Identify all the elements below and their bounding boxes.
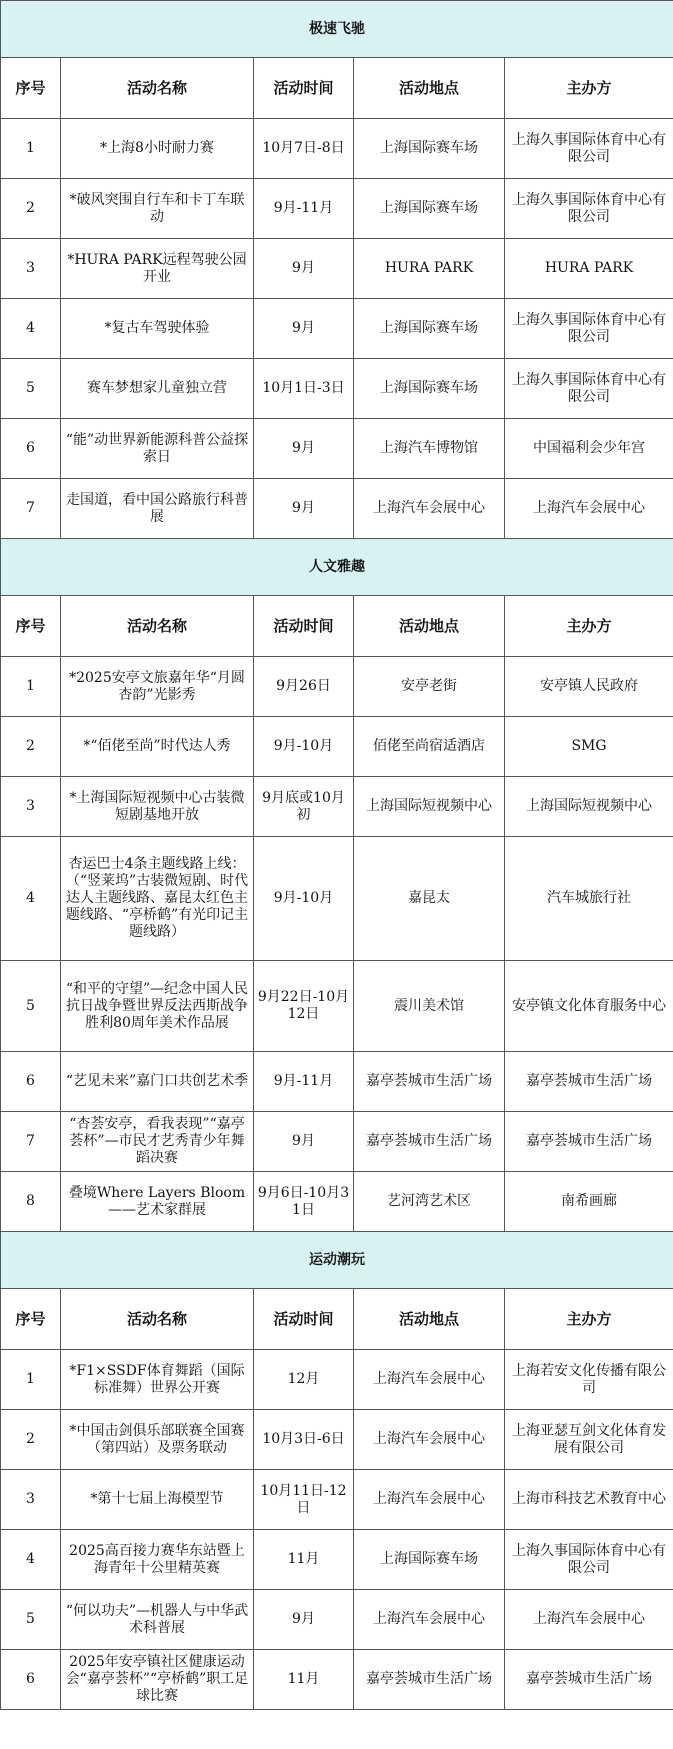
table-row xyxy=(1,419,673,479)
table-row xyxy=(1,299,673,359)
activity-time-cell: 10月1日-3日 xyxy=(254,359,354,419)
activity-host-cell: 上海久事国际体育中心有限公司 xyxy=(505,299,673,359)
table-row xyxy=(1,1590,673,1650)
activity-time-cell: 10月7日-8日 xyxy=(254,119,354,179)
table-row xyxy=(1,717,673,777)
activity-place-cell: 上海国际赛车场 xyxy=(354,179,505,239)
row-number-cell: 5 xyxy=(1,359,61,419)
activity-table-body xyxy=(1,1,673,1710)
table-row xyxy=(1,657,673,717)
activity-time-cell: 9月-11月 xyxy=(254,179,354,239)
section-title: 极速飞驰 xyxy=(1,1,673,58)
row-number-cell: 6 xyxy=(1,1052,61,1112)
row-number-cell: 6 xyxy=(1,419,61,479)
activity-place-cell: 嘉亭荟城市生活广场 xyxy=(354,1650,505,1710)
table-row xyxy=(1,119,673,179)
activity-place-cell: 嘉昆太 xyxy=(354,837,505,961)
row-number-cell: 1 xyxy=(1,1350,61,1410)
activity-host-cell: 嘉亭荟城市生活广场 xyxy=(505,1052,673,1112)
section-header-row xyxy=(1,1232,673,1289)
activity-host-cell: 上海汽车会展中心 xyxy=(505,479,673,539)
activity-name-cell: *中国击剑俱乐部联赛全国赛（第四站）及票务联动 xyxy=(61,1410,254,1470)
section-header-row xyxy=(1,1,673,58)
activity-host-cell: 上海亚瑟互剑文化体育发展有限公司 xyxy=(505,1410,673,1470)
row-number-cell: 5 xyxy=(1,1590,61,1650)
table-row xyxy=(1,837,673,961)
activity-place-cell: 上海国际短视频中心 xyxy=(354,777,505,837)
activity-place-cell: 上海国际赛车场 xyxy=(354,359,505,419)
column-header-row-number: 序号 xyxy=(1,596,61,657)
activity-name-cell: “艺见未来”嘉门口共创艺术季 xyxy=(61,1052,254,1112)
activity-name-cell: 叠境Where Layers Bloom——艺术家群展 xyxy=(61,1172,254,1232)
activity-name-cell: 2025年安亭镇社区健康运动会“嘉亭荟杯”“亭桥鹤”职工足球比赛 xyxy=(61,1650,254,1710)
column-header-row xyxy=(1,596,673,657)
activity-time-cell: 9月 xyxy=(254,479,354,539)
activity-place-cell: 安亭老街 xyxy=(354,657,505,717)
activity-time-cell: 9月-10月 xyxy=(254,717,354,777)
activity-time-cell: 9月 xyxy=(254,1590,354,1650)
row-number-cell: 3 xyxy=(1,239,61,299)
row-number-cell: 1 xyxy=(1,119,61,179)
column-header-activity-host: 主办方 xyxy=(505,596,673,657)
table-row xyxy=(1,1112,673,1172)
activity-name-cell: *上海国际短视频中心古装微短剧基地开放 xyxy=(61,777,254,837)
table-row xyxy=(1,1410,673,1470)
activity-place-cell: 上海国际赛车场 xyxy=(354,1530,505,1590)
row-number-cell: 3 xyxy=(1,1470,61,1530)
table-row xyxy=(1,1650,673,1710)
activity-time-cell: 9月 xyxy=(254,239,354,299)
row-number-cell: 4 xyxy=(1,299,61,359)
table-row xyxy=(1,1530,673,1590)
section-title: 人文雅趣 xyxy=(1,539,673,596)
column-header-row-number: 序号 xyxy=(1,58,61,119)
activity-time-cell: 9月 xyxy=(254,1112,354,1172)
activity-place-cell: 上海汽车会展中心 xyxy=(354,1590,505,1650)
row-number-cell: 2 xyxy=(1,179,61,239)
table-row xyxy=(1,479,673,539)
table-row xyxy=(1,1052,673,1112)
activity-time-cell: 9月-11月 xyxy=(254,1052,354,1112)
activity-time-cell: 10月11日-12日 xyxy=(254,1470,354,1530)
activity-name-cell: “和平的守望”—纪念中国人民抗日战争暨世界反法西斯战争胜利80周年美术作品展 xyxy=(61,961,254,1052)
row-number-cell: 4 xyxy=(1,1530,61,1590)
activity-time-cell: 9月 xyxy=(254,419,354,479)
activity-place-cell: 上海汽车会展中心 xyxy=(354,1350,505,1410)
section-header-row xyxy=(1,539,673,596)
row-number-cell: 2 xyxy=(1,1410,61,1470)
activity-name-cell: *破风突围自行车和卡丁车联动 xyxy=(61,179,254,239)
table-row xyxy=(1,961,673,1052)
activity-host-cell: 上海久事国际体育中心有限公司 xyxy=(505,119,673,179)
activity-host-cell: SMG xyxy=(505,717,673,777)
activity-place-cell: 上海汽车会展中心 xyxy=(354,479,505,539)
column-header-activity-host: 主办方 xyxy=(505,1289,673,1350)
activity-name-cell: *HURA PARK远程驾驶公园开业 xyxy=(61,239,254,299)
activity-time-cell: 10月3日-6日 xyxy=(254,1410,354,1470)
column-header-activity-name: 活动名称 xyxy=(61,58,254,119)
activity-time-cell: 12月 xyxy=(254,1350,354,1410)
activity-name-cell: *复古车驾驶体验 xyxy=(61,299,254,359)
activity-place-cell: 上海国际赛车场 xyxy=(354,299,505,359)
table-row xyxy=(1,1470,673,1530)
row-number-cell: 6 xyxy=(1,1650,61,1710)
activity-time-cell: 11月 xyxy=(254,1530,354,1590)
activity-host-cell: 安亭镇人民政府 xyxy=(505,657,673,717)
table-row xyxy=(1,1172,673,1232)
activity-time-cell: 9月 xyxy=(254,299,354,359)
activity-name-cell: 走国道，看中国公路旅行科普展 xyxy=(61,479,254,539)
row-number-cell: 1 xyxy=(1,657,61,717)
column-header-row-number: 序号 xyxy=(1,1289,61,1350)
activity-place-cell: 嘉亭荟城市生活广场 xyxy=(354,1112,505,1172)
activity-time-cell: 11月 xyxy=(254,1650,354,1710)
activity-place-cell: 上海国际赛车场 xyxy=(354,119,505,179)
column-header-row xyxy=(1,58,673,119)
activity-place-cell: 上海汽车会展中心 xyxy=(354,1410,505,1470)
table-row xyxy=(1,777,673,837)
activity-host-cell: 安亭镇文化体育服务中心 xyxy=(505,961,673,1052)
activity-host-cell: 嘉亭荟城市生活广场 xyxy=(505,1650,673,1710)
activity-name-cell: *2025安亭文旅嘉年华“月圆杏韵”光影秀 xyxy=(61,657,254,717)
activity-place-cell: 艺河湾艺术区 xyxy=(354,1172,505,1232)
activity-place-cell: 震川美术馆 xyxy=(354,961,505,1052)
activity-name-cell: *“佰佬至尚”时代达人秀 xyxy=(61,717,254,777)
column-header-row xyxy=(1,1289,673,1350)
activity-host-cell: 上海久事国际体育中心有限公司 xyxy=(505,179,673,239)
activity-host-cell: 中国福利会少年宫 xyxy=(505,419,673,479)
activity-host-cell: 上海若安文化传播有限公司 xyxy=(505,1350,673,1410)
activity-name-cell: 杏运巴士4条主题线路上线：（“竖莱坞”古装微短剧、时代达人主题线路、嘉昆太红色主题线路、“亭桥鹤”有光印记主题线路） xyxy=(61,837,254,961)
table-row xyxy=(1,239,673,299)
table-row xyxy=(1,1350,673,1410)
row-number-cell: 8 xyxy=(1,1172,61,1232)
row-number-cell: 4 xyxy=(1,837,61,961)
column-header-activity-time: 活动时间 xyxy=(254,58,354,119)
activity-host-cell: 南希画廊 xyxy=(505,1172,673,1232)
row-number-cell: 7 xyxy=(1,479,61,539)
activity-name-cell: *第十七届上海模型节 xyxy=(61,1470,254,1530)
activity-time-cell: 9月22日-10月12日 xyxy=(254,961,354,1052)
column-header-activity-place: 活动地点 xyxy=(354,596,505,657)
activity-name-cell: 2025高百接力赛华东站暨上海青年十公里精英赛 xyxy=(61,1530,254,1590)
activity-place-cell: 上海汽车会展中心 xyxy=(354,1470,505,1530)
row-number-cell: 5 xyxy=(1,961,61,1052)
activity-time-cell: 9月6日-10月31日 xyxy=(254,1172,354,1232)
row-number-cell: 3 xyxy=(1,777,61,837)
activity-place-cell: 上海汽车博物馆 xyxy=(354,419,505,479)
row-number-cell: 7 xyxy=(1,1112,61,1172)
activity-host-cell: 上海汽车会展中心 xyxy=(505,1590,673,1650)
activity-host-cell: 上海久事国际体育中心有限公司 xyxy=(505,359,673,419)
table-row xyxy=(1,359,673,419)
column-header-activity-place: 活动地点 xyxy=(354,58,505,119)
activity-host-cell: 上海国际短视频中心 xyxy=(505,777,673,837)
activity-time-cell: 9月26日 xyxy=(254,657,354,717)
activity-name-cell: *F1×SSDF体育舞蹈（国际标准舞）世界公开赛 xyxy=(61,1350,254,1410)
table-row xyxy=(1,179,673,239)
column-header-activity-place: 活动地点 xyxy=(354,1289,505,1350)
activity-place-cell: 嘉亭荟城市生活广场 xyxy=(354,1052,505,1112)
activity-time-cell: 9月底或10月初 xyxy=(254,777,354,837)
section-title: 运动潮玩 xyxy=(1,1232,673,1289)
activity-place-cell: HURA PARK xyxy=(354,239,505,299)
activity-host-cell: HURA PARK xyxy=(505,239,673,299)
activity-name-cell: 赛车梦想家儿童独立营 xyxy=(61,359,254,419)
activity-host-cell: 汽车城旅行社 xyxy=(505,837,673,961)
row-number-cell: 2 xyxy=(1,717,61,777)
activity-name-cell: “何以功夫”—机器人与中华武术科普展 xyxy=(61,1590,254,1650)
activity-name-cell: “能”动世界新能源科普公益探索日 xyxy=(61,419,254,479)
activity-name-cell: “杏荟安亭，看我表现”“嘉亭荟杯”—市民才艺秀青少年舞蹈决赛 xyxy=(61,1112,254,1172)
column-header-activity-host: 主办方 xyxy=(505,58,673,119)
activity-time-cell: 9月-10月 xyxy=(254,837,354,961)
activity-host-cell: 上海久事国际体育中心有限公司 xyxy=(505,1530,673,1590)
column-header-activity-time: 活动时间 xyxy=(254,596,354,657)
column-header-activity-name: 活动名称 xyxy=(61,1289,254,1350)
activity-place-cell: 佰佬至尚宿适酒店 xyxy=(354,717,505,777)
activity-name-cell: *上海8小时耐力赛 xyxy=(61,119,254,179)
activity-host-cell: 上海市科技艺术教育中心 xyxy=(505,1470,673,1530)
column-header-activity-name: 活动名称 xyxy=(61,596,254,657)
activity-host-cell: 嘉亭荟城市生活广场 xyxy=(505,1112,673,1172)
column-header-activity-time: 活动时间 xyxy=(254,1289,354,1350)
